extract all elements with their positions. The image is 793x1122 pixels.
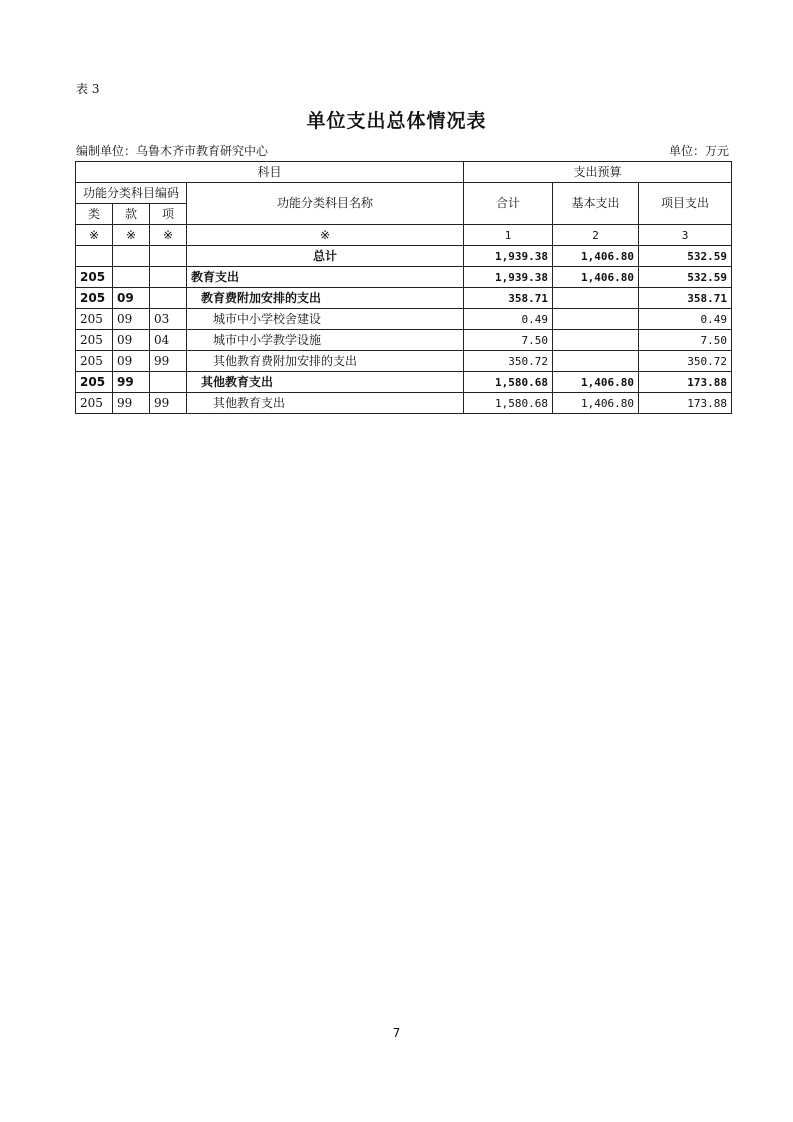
cell-xiang: 99 xyxy=(150,351,187,372)
table-row xyxy=(76,330,732,351)
col-index-2: 2 xyxy=(553,225,639,246)
cell-name: 其他教育费附加安排的支出 xyxy=(187,351,464,372)
mark-xiang: ※ xyxy=(150,225,187,246)
header-code-group: 功能分类科目编码 xyxy=(76,183,187,204)
table-row xyxy=(76,393,732,414)
cell-basic: 1,406.80 xyxy=(553,372,639,393)
cell-total: 358.71 xyxy=(464,288,553,309)
cell-xiang: 03 xyxy=(150,309,187,330)
cell-lei xyxy=(76,246,113,267)
cell-kuan: 09 xyxy=(113,330,150,351)
cell-name: 城市中小学校舍建设 xyxy=(187,309,464,330)
cell-basic: 1,406.80 xyxy=(553,267,639,288)
table-row xyxy=(76,246,732,267)
cell-basic xyxy=(553,309,639,330)
cell-name: 总计 xyxy=(187,246,464,267)
cell-total: 1,580.68 xyxy=(464,372,553,393)
cell-total: 350.72 xyxy=(464,351,553,372)
cell-xiang: 04 xyxy=(150,330,187,351)
currency-unit: 单位：万元 xyxy=(668,144,729,158)
cell-project: 358.71 xyxy=(639,288,732,309)
cell-kuan xyxy=(113,246,150,267)
cell-lei: 205 xyxy=(76,372,113,393)
cell-project: 0.49 xyxy=(639,309,732,330)
cell-xiang xyxy=(150,288,187,309)
header-basic: 基本支出 xyxy=(553,183,639,225)
cell-kuan: 09 xyxy=(113,288,150,309)
cell-lei: 205 xyxy=(76,330,113,351)
cell-lei: 205 xyxy=(76,351,113,372)
table-row xyxy=(76,309,732,330)
header-budget: 支出预算 xyxy=(464,162,732,183)
cell-name: 教育支出 xyxy=(187,267,464,288)
header-kuan: 款 xyxy=(113,204,150,225)
header-subject-name: 功能分类科目名称 xyxy=(187,183,464,225)
table-row xyxy=(76,288,732,309)
cell-basic: 1,406.80 xyxy=(553,393,639,414)
cell-lei: 205 xyxy=(76,309,113,330)
cell-total: 1,939.38 xyxy=(464,267,553,288)
expenditure-table xyxy=(75,161,732,414)
cell-name: 城市中小学教学设施 xyxy=(187,330,464,351)
cell-lei: 205 xyxy=(76,267,113,288)
mark-name: ※ xyxy=(187,225,464,246)
cell-name: 其他教育支出 xyxy=(187,393,464,414)
table-label: 表 3 xyxy=(76,82,100,96)
cell-name: 其他教育支出 xyxy=(187,372,464,393)
cell-basic xyxy=(553,288,639,309)
table-row xyxy=(76,351,732,372)
col-index-1: 1 xyxy=(464,225,553,246)
cell-total: 7.50 xyxy=(464,330,553,351)
header-total: 合计 xyxy=(464,183,553,225)
header-lei: 类 xyxy=(76,204,113,225)
cell-project: 532.59 xyxy=(639,267,732,288)
cell-kuan xyxy=(113,267,150,288)
mark-kuan: ※ xyxy=(113,225,150,246)
compiling-unit: 编制单位：乌鲁木齐市教育研究中心 xyxy=(76,144,269,158)
cell-xiang xyxy=(150,246,187,267)
cell-basic xyxy=(553,330,639,351)
header-row-4 xyxy=(76,225,732,246)
header-project: 项目支出 xyxy=(639,183,732,225)
cell-name: 教育费附加安排的支出 xyxy=(187,288,464,309)
header-row-2 xyxy=(76,183,732,204)
cell-kuan: 09 xyxy=(113,309,150,330)
table-row xyxy=(76,372,732,393)
header-row-1 xyxy=(76,162,732,183)
cell-lei: 205 xyxy=(76,393,113,414)
cell-project: 7.50 xyxy=(639,330,732,351)
cell-kuan: 99 xyxy=(113,372,150,393)
cell-xiang xyxy=(150,267,187,288)
cell-project: 350.72 xyxy=(639,351,732,372)
cell-xiang xyxy=(150,372,187,393)
page-number: 7 xyxy=(392,1026,401,1040)
cell-total: 1,939.38 xyxy=(464,246,553,267)
cell-basic xyxy=(553,351,639,372)
cell-basic: 1,406.80 xyxy=(553,246,639,267)
cell-total: 1,580.68 xyxy=(464,393,553,414)
col-index-3: 3 xyxy=(639,225,732,246)
table-row xyxy=(76,267,732,288)
cell-project: 173.88 xyxy=(639,393,732,414)
cell-xiang: 99 xyxy=(150,393,187,414)
cell-kuan: 99 xyxy=(113,393,150,414)
cell-project: 532.59 xyxy=(639,246,732,267)
cell-lei: 205 xyxy=(76,288,113,309)
mark-lei: ※ xyxy=(76,225,113,246)
cell-project: 173.88 xyxy=(639,372,732,393)
header-xiang: 项 xyxy=(150,204,187,225)
cell-total: 0.49 xyxy=(464,309,553,330)
page-title: 单位支出总体情况表 xyxy=(306,110,487,132)
cell-kuan: 09 xyxy=(113,351,150,372)
header-subject: 科目 xyxy=(76,162,464,183)
